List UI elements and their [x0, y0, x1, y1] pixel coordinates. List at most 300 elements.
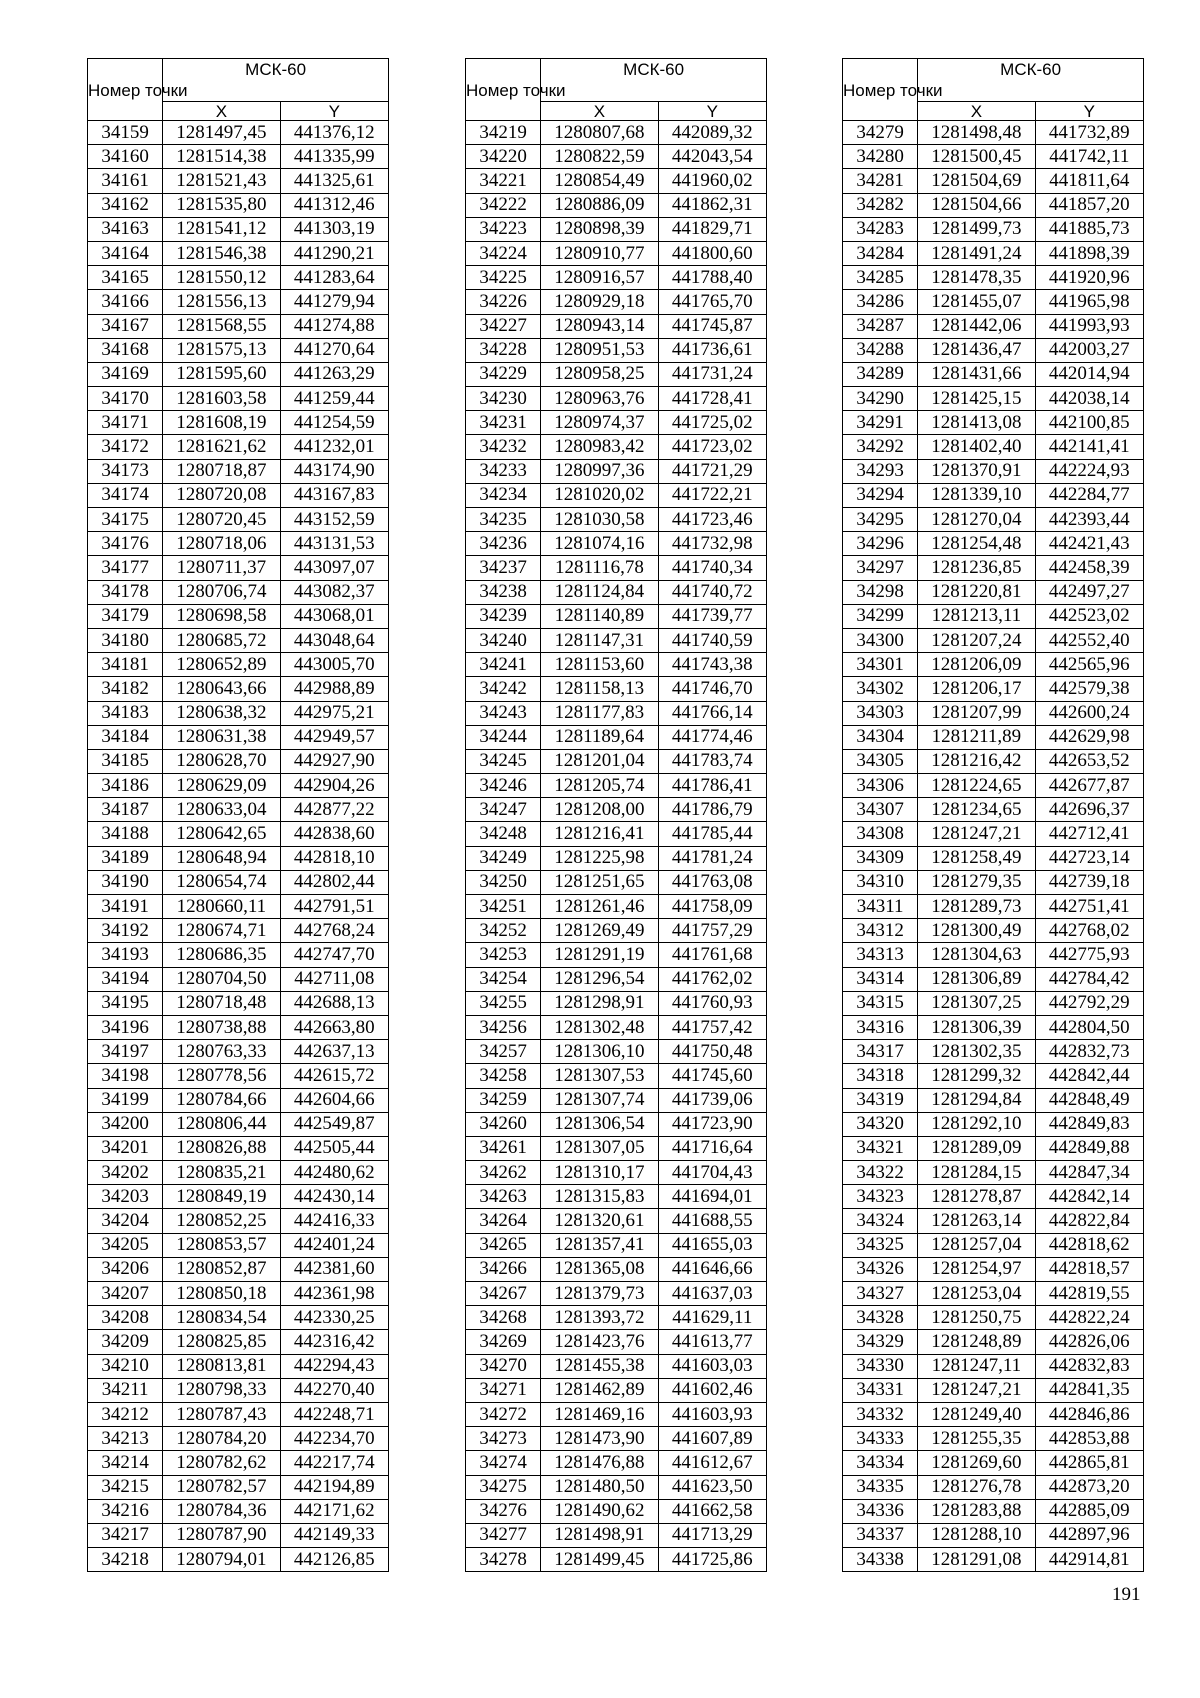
point-number-cell: 34190	[88, 870, 163, 894]
table-row	[466, 822, 767, 846]
point-number-cell: 34191	[88, 895, 163, 919]
point-number-cell: 34268	[466, 1306, 541, 1330]
table-row	[88, 290, 389, 314]
table-row	[88, 1136, 389, 1160]
x-coordinate-cell: 1280784,20	[163, 1427, 280, 1451]
table-row	[466, 749, 767, 773]
x-coordinate-cell: 1280631,38	[163, 725, 280, 749]
point-number-cell: 34245	[466, 749, 541, 773]
y-coordinate-cell: 442523,02	[1035, 604, 1143, 628]
table-row	[88, 1354, 389, 1378]
table-row	[843, 943, 1144, 967]
x-coordinate-cell: 1280854,49	[541, 169, 658, 193]
table-row	[88, 725, 389, 749]
table-row	[466, 1233, 767, 1257]
y-coordinate-cell: 442711,08	[280, 967, 388, 991]
y-coordinate-cell: 441723,46	[658, 508, 766, 532]
point-number-cell: 34228	[466, 338, 541, 362]
y-coordinate-cell: 441786,41	[658, 774, 766, 798]
x-coordinate-cell: 1281289,73	[918, 895, 1035, 919]
x-coordinate-cell: 1281425,15	[918, 387, 1035, 411]
point-number-cell: 34306	[843, 774, 918, 798]
y-coordinate-cell: 442841,35	[1035, 1378, 1143, 1402]
table-row	[843, 217, 1144, 241]
table-row	[843, 895, 1144, 919]
x-coordinate-cell: 1281310,17	[541, 1161, 658, 1185]
y-coordinate-cell: 441732,98	[658, 532, 766, 556]
x-coordinate-cell: 1281320,61	[541, 1209, 658, 1233]
x-coordinate-cell: 1281211,89	[918, 725, 1035, 749]
x-coordinate-cell: 1281291,19	[541, 943, 658, 967]
x-coordinate-cell: 1281236,85	[918, 556, 1035, 580]
y-coordinate-cell: 441335,99	[280, 145, 388, 169]
x-coordinate-cell: 1280720,45	[163, 508, 280, 532]
y-coordinate-cell: 442768,02	[1035, 919, 1143, 943]
x-coordinate-cell: 1281189,64	[541, 725, 658, 749]
x-coordinate-cell: 1280929,18	[541, 290, 658, 314]
x-coordinate-cell: 1281500,45	[918, 145, 1035, 169]
point-number-cell: 34308	[843, 822, 918, 846]
x-coordinate-cell: 1281575,13	[163, 338, 280, 362]
x-header: X	[163, 102, 280, 121]
y-coordinate-cell: 441728,41	[658, 387, 766, 411]
y-coordinate-cell: 442615,72	[280, 1064, 388, 1088]
point-number-cell: 34264	[466, 1209, 541, 1233]
table-row	[88, 241, 389, 265]
point-number-cell: 34175	[88, 508, 163, 532]
y-coordinate-cell: 442904,26	[280, 774, 388, 798]
table-row	[843, 1402, 1144, 1426]
y-coordinate-cell: 442838,60	[280, 822, 388, 846]
table-row	[843, 1064, 1144, 1088]
x-coordinate-cell: 1281436,47	[918, 338, 1035, 362]
table-row	[843, 508, 1144, 532]
point-number-cell: 34294	[843, 483, 918, 507]
point-number-cell: 34206	[88, 1257, 163, 1281]
y-coordinate-cell: 442549,87	[280, 1112, 388, 1136]
x-coordinate-cell: 1281442,06	[918, 314, 1035, 338]
y-coordinate-cell: 441757,29	[658, 919, 766, 943]
y-coordinate-cell: 442565,96	[1035, 653, 1143, 677]
table-row	[843, 387, 1144, 411]
point-number-cell: 34273	[466, 1427, 541, 1451]
table-row	[843, 532, 1144, 556]
table-row	[466, 1112, 767, 1136]
coordinate-system-header: МСК-60	[918, 59, 1144, 102]
point-number-cell: 34225	[466, 266, 541, 290]
table-row	[466, 1185, 767, 1209]
x-coordinate-cell: 1280852,25	[163, 1209, 280, 1233]
x-coordinate-cell: 1281514,38	[163, 145, 280, 169]
point-number-cell: 34313	[843, 943, 918, 967]
y-coordinate-cell: 441761,68	[658, 943, 766, 967]
point-number-cell: 34292	[843, 435, 918, 459]
point-number-cell: 34297	[843, 556, 918, 580]
x-coordinate-cell: 1280834,54	[163, 1306, 280, 1330]
table-row	[843, 1185, 1144, 1209]
table-row	[466, 1523, 767, 1547]
y-coordinate-cell: 441740,72	[658, 580, 766, 604]
point-number-cell: 34171	[88, 411, 163, 435]
point-number-cell: 34325	[843, 1233, 918, 1257]
point-number-cell: 34262	[466, 1161, 541, 1185]
x-coordinate-cell: 1281499,45	[541, 1548, 658, 1572]
point-number-cell: 34260	[466, 1112, 541, 1136]
point-number-cell: 34304	[843, 725, 918, 749]
point-number-cell: 34164	[88, 241, 163, 265]
x-coordinate-cell: 1281497,45	[163, 121, 280, 145]
x-coordinate-cell: 1281550,12	[163, 266, 280, 290]
y-coordinate-cell: 442361,98	[280, 1282, 388, 1306]
x-coordinate-cell: 1280720,08	[163, 483, 280, 507]
table-row	[843, 1233, 1144, 1257]
table-row	[466, 435, 767, 459]
point-number-cell: 34203	[88, 1185, 163, 1209]
x-coordinate-cell: 1280782,62	[163, 1451, 280, 1475]
table-row	[466, 1451, 767, 1475]
x-coordinate-cell: 1281283,88	[918, 1499, 1035, 1523]
x-coordinate-cell: 1281306,39	[918, 1015, 1035, 1039]
table-row	[466, 919, 767, 943]
x-coordinate-cell: 1280718,87	[163, 459, 280, 483]
table-row	[843, 411, 1144, 435]
point-number-cell: 34167	[88, 314, 163, 338]
table-row	[843, 749, 1144, 773]
point-number-cell: 34197	[88, 1040, 163, 1064]
coordinate-system-header: МСК-60	[163, 59, 389, 102]
table-row	[843, 1475, 1144, 1499]
x-coordinate-cell: 1281269,60	[918, 1451, 1035, 1475]
x-coordinate-cell: 1281251,65	[541, 870, 658, 894]
y-coordinate-cell: 442217,74	[280, 1451, 388, 1475]
x-coordinate-cell: 1281307,05	[541, 1136, 658, 1160]
y-coordinate-cell: 442316,42	[280, 1330, 388, 1354]
x-coordinate-cell: 1281476,88	[541, 1451, 658, 1475]
point-number-cell: 34195	[88, 991, 163, 1015]
table-row	[466, 1015, 767, 1039]
table-row	[88, 846, 389, 870]
table-row	[843, 556, 1144, 580]
table-row	[88, 870, 389, 894]
table-row	[843, 435, 1144, 459]
y-coordinate-cell: 441857,20	[1035, 193, 1143, 217]
x-coordinate-cell: 1280852,87	[163, 1257, 280, 1281]
point-number-cell: 34178	[88, 580, 163, 604]
point-number-cell: 34208	[88, 1306, 163, 1330]
x-coordinate-cell: 1280778,56	[163, 1064, 280, 1088]
point-number-cell: 34330	[843, 1354, 918, 1378]
x-coordinate-cell: 1281556,13	[163, 290, 280, 314]
x-coordinate-cell: 1281307,74	[541, 1088, 658, 1112]
point-number-cell: 34321	[843, 1136, 918, 1160]
y-coordinate-cell: 442416,33	[280, 1209, 388, 1233]
table-row	[466, 967, 767, 991]
x-coordinate-cell: 1281302,48	[541, 1015, 658, 1039]
table-row	[466, 991, 767, 1015]
y-coordinate-cell: 442818,10	[280, 846, 388, 870]
y-coordinate-cell: 442480,62	[280, 1161, 388, 1185]
point-number-cell: 34183	[88, 701, 163, 725]
x-coordinate-cell: 1281270,04	[918, 508, 1035, 532]
table-row	[843, 241, 1144, 265]
table-row	[843, 1523, 1144, 1547]
x-coordinate-cell: 1280784,36	[163, 1499, 280, 1523]
y-coordinate-cell: 442270,40	[280, 1378, 388, 1402]
table-row	[88, 1523, 389, 1547]
y-coordinate-cell: 441811,64	[1035, 169, 1143, 193]
x-coordinate-cell: 1281247,11	[918, 1354, 1035, 1378]
table-row	[843, 1378, 1144, 1402]
point-number-cell: 34215	[88, 1475, 163, 1499]
x-coordinate-cell: 1280763,33	[163, 1040, 280, 1064]
point-number-cell: 34305	[843, 749, 918, 773]
x-coordinate-cell: 1281306,54	[541, 1112, 658, 1136]
point-number-cell: 34234	[466, 483, 541, 507]
y-coordinate-cell: 441603,03	[658, 1354, 766, 1378]
point-number-cell: 34247	[466, 798, 541, 822]
y-coordinate-cell: 443068,01	[280, 604, 388, 628]
table-row	[843, 774, 1144, 798]
table-row	[88, 411, 389, 435]
y-coordinate-cell: 441290,21	[280, 241, 388, 265]
point-number-cell: 34298	[843, 580, 918, 604]
table-row	[843, 1282, 1144, 1306]
x-coordinate-cell: 1281291,08	[918, 1548, 1035, 1572]
point-number-cell: 34267	[466, 1282, 541, 1306]
table-row	[88, 749, 389, 773]
point-number-cell: 34322	[843, 1161, 918, 1185]
y-coordinate-cell: 442401,24	[280, 1233, 388, 1257]
table-row	[88, 1330, 389, 1354]
table-row	[88, 628, 389, 652]
table-row	[466, 725, 767, 749]
point-number-cell: 34202	[88, 1161, 163, 1185]
y-coordinate-cell: 441279,94	[280, 290, 388, 314]
x-coordinate-cell: 1281261,46	[541, 895, 658, 919]
point-number-cell: 34265	[466, 1233, 541, 1257]
point-number-cell: 34280	[843, 145, 918, 169]
x-coordinate-cell: 1280951,53	[541, 338, 658, 362]
point-number-cell: 34204	[88, 1209, 163, 1233]
table-row	[843, 846, 1144, 870]
point-number-cell: 34259	[466, 1088, 541, 1112]
y-coordinate-cell: 442873,20	[1035, 1475, 1143, 1499]
x-coordinate-cell: 1281253,04	[918, 1282, 1035, 1306]
y-coordinate-cell: 442832,73	[1035, 1040, 1143, 1064]
x-coordinate-cell: 1281307,53	[541, 1064, 658, 1088]
y-coordinate-cell: 441629,11	[658, 1306, 766, 1330]
point-number-cell: 34220	[466, 145, 541, 169]
coordinates-table-2	[465, 58, 767, 1572]
x-coordinate-cell: 1280787,43	[163, 1402, 280, 1426]
table-row	[466, 1040, 767, 1064]
table-row	[466, 580, 767, 604]
x-coordinate-cell: 1281498,91	[541, 1523, 658, 1547]
x-coordinate-cell: 1281535,80	[163, 193, 280, 217]
point-number-cell: 34162	[88, 193, 163, 217]
point-number-cell: 34336	[843, 1499, 918, 1523]
x-coordinate-cell: 1281499,73	[918, 217, 1035, 241]
y-coordinate-cell: 442804,50	[1035, 1015, 1143, 1039]
x-coordinate-cell: 1280648,94	[163, 846, 280, 870]
x-coordinate-cell: 1281393,72	[541, 1306, 658, 1330]
y-coordinate-cell: 442802,44	[280, 870, 388, 894]
table-row	[466, 846, 767, 870]
point-number-cell: 34256	[466, 1015, 541, 1039]
table-row	[88, 1161, 389, 1185]
y-coordinate-cell: 441788,40	[658, 266, 766, 290]
table-row	[843, 967, 1144, 991]
x-coordinate-cell: 1281304,63	[918, 943, 1035, 967]
table-row	[843, 628, 1144, 652]
y-coordinate-cell: 441739,77	[658, 604, 766, 628]
x-coordinate-cell: 1281208,00	[541, 798, 658, 822]
y-coordinate-cell: 442330,25	[280, 1306, 388, 1330]
point-number-cell: 34331	[843, 1378, 918, 1402]
x-coordinate-cell: 1281546,38	[163, 241, 280, 265]
table-row	[843, 362, 1144, 386]
table-row	[88, 483, 389, 507]
y-coordinate-cell: 442381,60	[280, 1257, 388, 1281]
y-coordinate-cell: 442739,18	[1035, 870, 1143, 894]
coordinate-system-header: МСК-60	[541, 59, 767, 102]
x-coordinate-cell: 1281504,66	[918, 193, 1035, 217]
point-number-cell: 34291	[843, 411, 918, 435]
y-coordinate-cell: 441263,29	[280, 362, 388, 386]
point-number-header: Номер точки	[88, 59, 163, 121]
table-row	[466, 217, 767, 241]
table-row	[88, 314, 389, 338]
point-number-cell: 34302	[843, 677, 918, 701]
point-number-cell: 34212	[88, 1402, 163, 1426]
x-coordinate-cell: 1280974,37	[541, 411, 658, 435]
point-number-cell: 34250	[466, 870, 541, 894]
table-row	[466, 1499, 767, 1523]
y-coordinate-cell: 441786,79	[658, 798, 766, 822]
point-number-cell: 34210	[88, 1354, 163, 1378]
x-coordinate-cell: 1281521,43	[163, 169, 280, 193]
x-coordinate-cell: 1281158,13	[541, 677, 658, 701]
y-coordinate-cell: 441725,86	[658, 1548, 766, 1572]
x-coordinate-cell: 1280642,65	[163, 822, 280, 846]
table-row	[843, 145, 1144, 169]
y-coordinate-cell: 443174,90	[280, 459, 388, 483]
x-coordinate-cell: 1280898,39	[541, 217, 658, 241]
y-coordinate-cell: 442768,24	[280, 919, 388, 943]
point-number-cell: 34251	[466, 895, 541, 919]
point-number-cell: 34184	[88, 725, 163, 749]
y-coordinate-cell: 443152,59	[280, 508, 388, 532]
table-row	[466, 1354, 767, 1378]
y-coordinate-cell: 442149,33	[280, 1523, 388, 1547]
table-row	[843, 1088, 1144, 1112]
y-coordinate-cell: 442853,88	[1035, 1427, 1143, 1451]
point-number-cell: 34217	[88, 1523, 163, 1547]
x-coordinate-cell: 1281279,35	[918, 870, 1035, 894]
y-coordinate-cell: 442877,22	[280, 798, 388, 822]
point-number-cell: 34199	[88, 1088, 163, 1112]
point-number-cell: 34310	[843, 870, 918, 894]
x-coordinate-cell: 1281423,76	[541, 1330, 658, 1354]
y-coordinate-cell: 442430,14	[280, 1185, 388, 1209]
point-number-cell: 34229	[466, 362, 541, 386]
y-coordinate-cell: 441746,70	[658, 677, 766, 701]
y-coordinate-cell: 441655,03	[658, 1233, 766, 1257]
point-number-cell: 34309	[843, 846, 918, 870]
y-coordinate-cell: 442604,66	[280, 1088, 388, 1112]
y-coordinate-cell: 441612,67	[658, 1451, 766, 1475]
table-row	[466, 1064, 767, 1088]
table-row	[843, 483, 1144, 507]
point-number-cell: 34181	[88, 653, 163, 677]
y-coordinate-cell: 441303,19	[280, 217, 388, 241]
point-number-cell: 34193	[88, 943, 163, 967]
table-row	[88, 145, 389, 169]
x-coordinate-cell: 1281234,65	[918, 798, 1035, 822]
point-number-cell: 34186	[88, 774, 163, 798]
table-row	[466, 532, 767, 556]
y-coordinate-cell: 442842,14	[1035, 1185, 1143, 1209]
x-coordinate-cell: 1281365,08	[541, 1257, 658, 1281]
table-row	[843, 1354, 1144, 1378]
point-number-cell: 34287	[843, 314, 918, 338]
point-number-cell: 34312	[843, 919, 918, 943]
point-number-cell: 34261	[466, 1136, 541, 1160]
x-coordinate-cell: 1281541,12	[163, 217, 280, 241]
table-row	[88, 1451, 389, 1475]
x-coordinate-cell: 1281289,09	[918, 1136, 1035, 1160]
table-row	[88, 1040, 389, 1064]
x-coordinate-cell: 1280628,70	[163, 749, 280, 773]
x-coordinate-cell: 1281207,24	[918, 628, 1035, 652]
y-coordinate-cell: 441740,34	[658, 556, 766, 580]
y-coordinate-cell: 441829,71	[658, 217, 766, 241]
table-row	[88, 1548, 389, 1572]
point-number-cell: 34196	[88, 1015, 163, 1039]
y-coordinate-cell: 441723,02	[658, 435, 766, 459]
x-coordinate-cell: 1281224,65	[918, 774, 1035, 798]
table-row	[843, 1136, 1144, 1160]
point-number-cell: 34230	[466, 387, 541, 411]
table-row	[466, 338, 767, 362]
y-coordinate-cell: 441960,02	[658, 169, 766, 193]
y-coordinate-cell: 441765,70	[658, 290, 766, 314]
y-header: Y	[658, 102, 766, 121]
table-row	[466, 193, 767, 217]
point-number-cell: 34334	[843, 1451, 918, 1475]
x-coordinate-cell: 1281302,35	[918, 1040, 1035, 1064]
table-row	[843, 677, 1144, 701]
x-coordinate-cell: 1281431,66	[918, 362, 1035, 386]
x-coordinate-cell: 1281249,40	[918, 1402, 1035, 1426]
x-coordinate-cell: 1280704,50	[163, 967, 280, 991]
table-row	[88, 508, 389, 532]
y-coordinate-cell: 441602,46	[658, 1378, 766, 1402]
y-coordinate-cell: 442043,54	[658, 145, 766, 169]
x-coordinate-cell: 1280943,14	[541, 314, 658, 338]
x-coordinate-cell: 1281621,62	[163, 435, 280, 459]
x-coordinate-cell: 1281292,10	[918, 1112, 1035, 1136]
y-coordinate-cell: 443167,83	[280, 483, 388, 507]
point-number-cell: 34253	[466, 943, 541, 967]
y-coordinate-cell: 442822,84	[1035, 1209, 1143, 1233]
x-coordinate-cell: 1280629,09	[163, 774, 280, 798]
x-coordinate-cell: 1280643,66	[163, 677, 280, 701]
y-coordinate-cell: 442505,44	[280, 1136, 388, 1160]
y-coordinate-cell: 441965,98	[1035, 290, 1143, 314]
point-number-header: Номер точки	[843, 59, 918, 121]
table-row	[466, 483, 767, 507]
